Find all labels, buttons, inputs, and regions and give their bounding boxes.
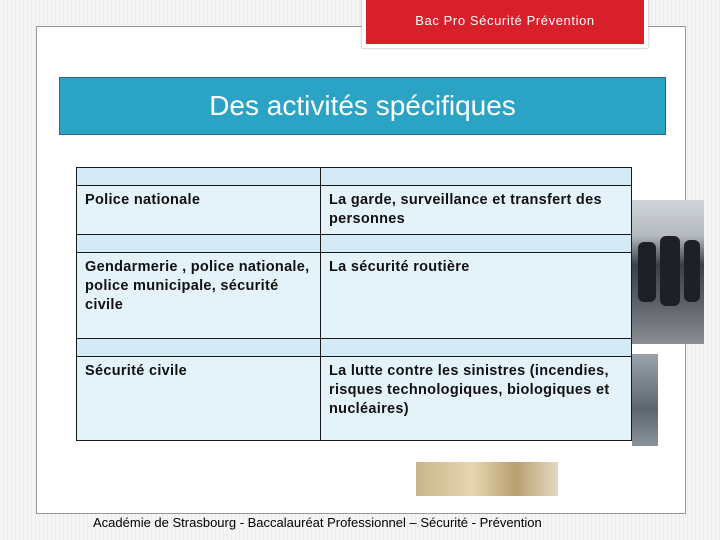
- road-photo: [632, 354, 658, 446]
- table-cell-institution: Police nationale: [77, 186, 321, 235]
- table-spacer-row: [77, 235, 632, 253]
- slide-title: Des activités spécifiques: [59, 77, 666, 135]
- police-officers-photo: [632, 200, 704, 344]
- table-spacer-row: [77, 168, 632, 186]
- table-spacer-row: [77, 339, 632, 357]
- activities-table: [76, 167, 632, 441]
- table-cell-activity: La lutte contre les sinistres (incendies, risques technologiques, biologiques et nucléaires): [321, 357, 632, 441]
- table-row: [77, 357, 632, 441]
- table-row: [77, 186, 632, 235]
- header-tab: [362, 0, 648, 48]
- table-cell-institution: Sécurité civile: [77, 357, 321, 441]
- table-cell-activity: La sécurité routière: [321, 253, 632, 339]
- footer-text: Académie de Strasbourg - Baccalauréat Professionnel – Sécurité - Prévention: [93, 515, 542, 530]
- table-cell-institution: Gendarmerie , police nationale, police municipale, sécurité civile: [77, 253, 321, 339]
- header-title: Bac Pro Sécurité Prévention: [366, 0, 644, 44]
- table-cell-activity: La garde, surveillance et transfert des personnes: [321, 186, 632, 235]
- table-row: [77, 253, 632, 339]
- equipment-photo: [416, 462, 558, 496]
